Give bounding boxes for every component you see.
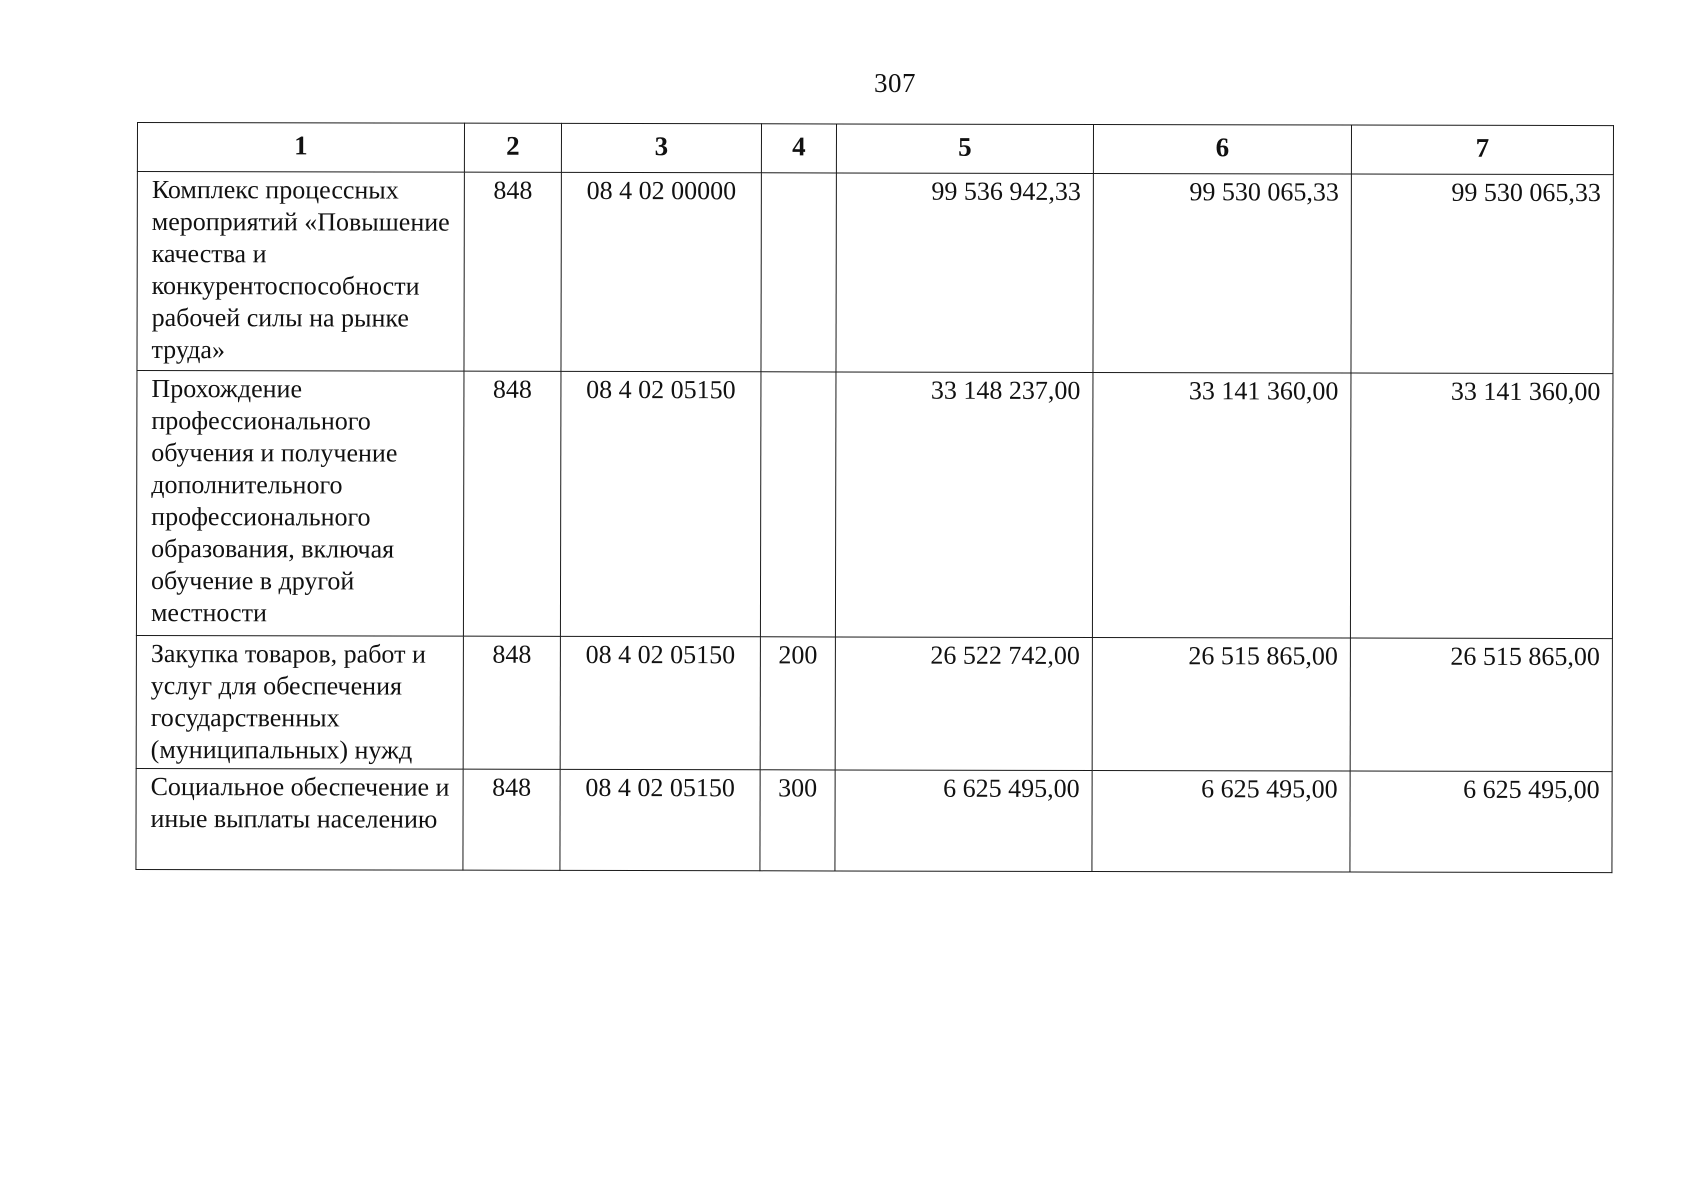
amount-column-5: 33 148 237,00 [835,372,1093,638]
table-row [136,635,1612,771]
column-header-4: 4 [761,124,836,173]
column-header-3: 3 [561,123,761,172]
expense-type-code: 300 [760,770,835,871]
row-name: Комплекс процессных мероприятий «Повышение качества и конкурентоспособности рабочей силы на рынке труда» [137,172,464,372]
ministry-code: 848 [463,769,560,870]
table-header-row [137,123,1613,175]
ministry-code: 848 [464,172,561,371]
row-name: Закупка товаров, работ и услуг для обеспечения государственных (муниципальных) нужд [136,635,463,769]
column-header-1: 1 [137,123,464,173]
target-article-code: 08 4 02 05150 [560,371,761,636]
amount-column-5: 99 536 942,33 [836,173,1093,373]
target-article-code: 08 4 02 00000 [561,172,761,371]
amount-column-5: 6 625 495,00 [835,770,1092,872]
row-name: Прохождение профессионального обучения и получение дополнительного профессионального образования, включая обучение в другой местности [136,371,464,637]
ministry-code: 848 [463,636,560,769]
table-row [136,371,1613,639]
amount-column-7: 26 515 865,00 [1350,638,1612,772]
expense-type-code [761,173,836,372]
row-name: Социальное обеспечение и иные выплаты населению [136,768,463,870]
amount-column-6: 6 625 495,00 [1092,771,1350,873]
column-header-5: 5 [836,124,1093,174]
amount-column-5: 26 522 742,00 [835,637,1092,771]
page-number: 307 [874,68,916,98]
amount-column-6: 99 530 065,33 [1093,174,1351,374]
column-header-6: 6 [1093,125,1351,175]
table-row [136,768,1612,872]
column-header-7: 7 [1351,125,1613,175]
amount-column-7: 99 530 065,33 [1351,174,1613,374]
target-article-code: 08 4 02 05150 [560,636,760,769]
amount-column-7: 33 141 360,00 [1350,373,1613,639]
expense-type-code: 200 [760,637,835,770]
ministry-code: 848 [463,371,561,636]
budget-table [135,122,1614,873]
table-row [137,172,1613,374]
amount-column-7: 6 625 495,00 [1350,771,1612,873]
amount-column-6: 33 141 360,00 [1092,373,1351,639]
column-header-2: 2 [464,123,561,172]
expense-type-code [760,372,836,637]
amount-column-6: 26 515 865,00 [1092,638,1350,772]
target-article-code: 08 4 02 05150 [560,769,760,870]
